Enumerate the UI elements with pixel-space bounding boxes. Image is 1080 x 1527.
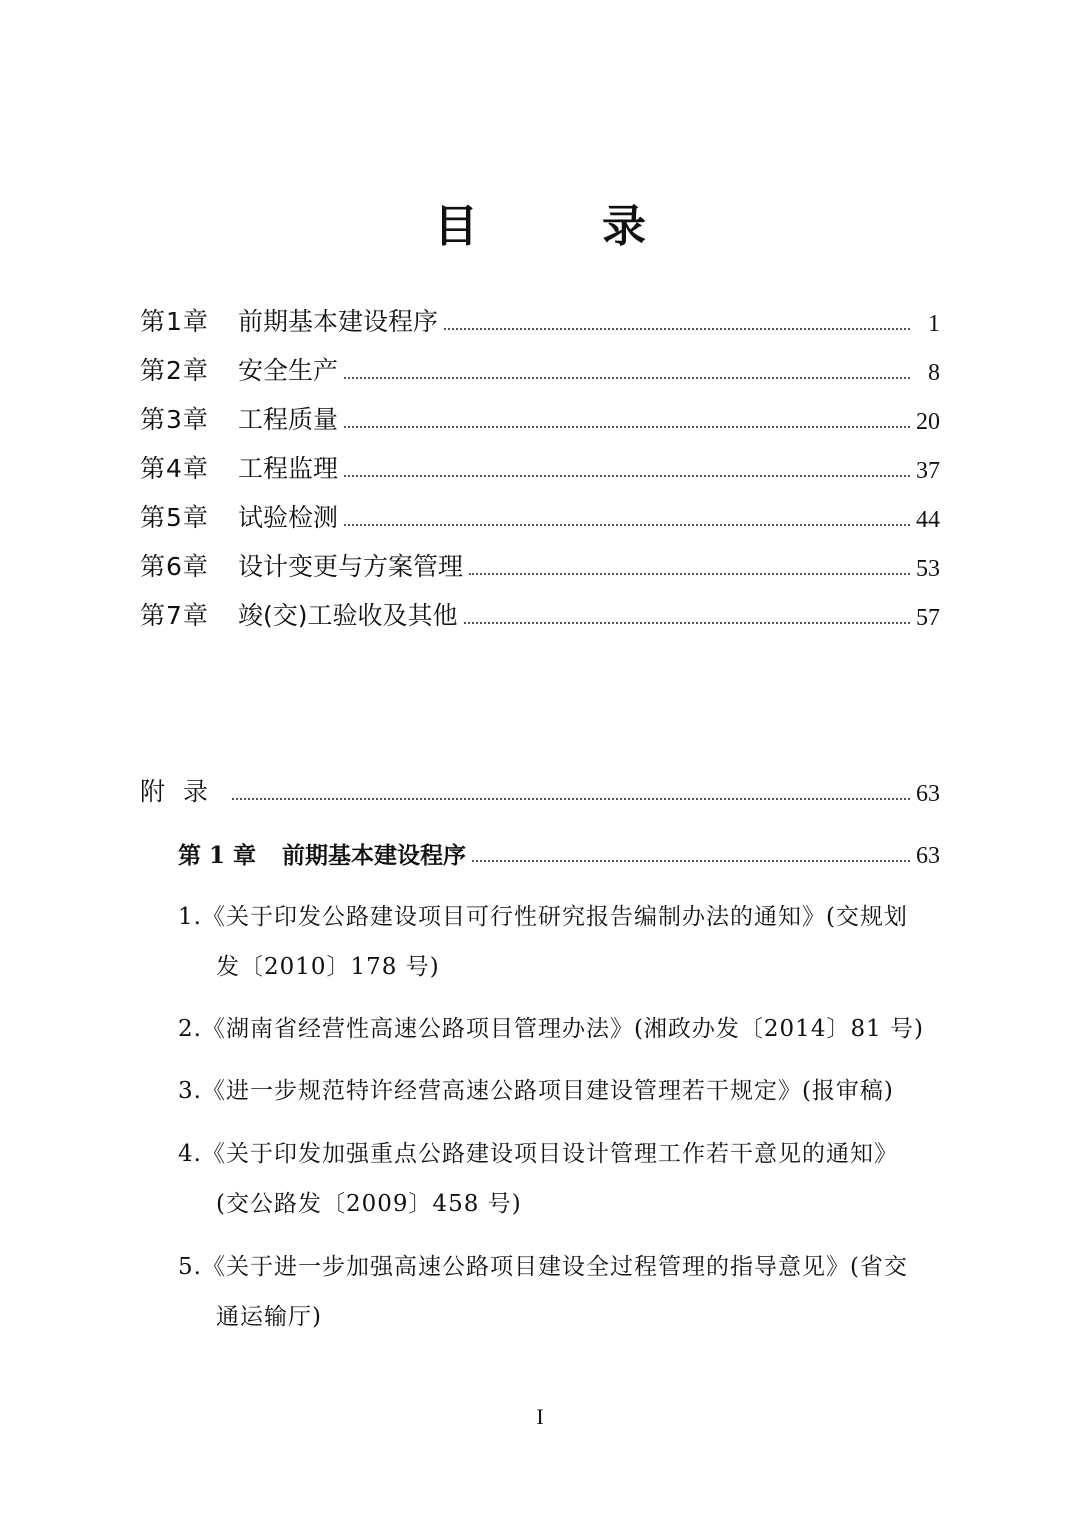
toc-appendix-entry[interactable]	[140, 772, 940, 808]
toc-page-number: 44	[916, 507, 940, 533]
appendix-item-line2: (交公路发〔2009〕458 号)	[216, 1191, 522, 1217]
toc-chapter-number: 第2章	[140, 356, 209, 385]
toc-chapter-number: 第5章	[140, 503, 209, 532]
toc-chapter-title: 安全生产	[238, 356, 339, 385]
dot-leader	[464, 622, 910, 624]
toc-entry-1[interactable]	[140, 302, 940, 338]
toc-chapter-title: 工程质量	[238, 405, 339, 434]
dot-leader	[472, 860, 910, 862]
page-title: 目 录	[434, 201, 686, 252]
toc-entry-4[interactable]	[140, 449, 940, 485]
toc-chapter-number: 第7章	[140, 601, 209, 630]
dot-leader	[444, 328, 910, 330]
toc-chapter-number: 第4章	[140, 454, 209, 483]
appendix-page-number: 63	[916, 781, 940, 807]
appendix-item-4	[178, 1129, 948, 1229]
appendix-label: 附录	[140, 777, 227, 806]
toc-chapter-title: 工程监理	[238, 454, 339, 483]
dot-leader	[344, 426, 910, 428]
appendix-item-line1: 5.《关于进一步加强高速公路项目建设全过程管理的指导意见》(省交	[178, 1254, 908, 1280]
appendix-item-line2: 发〔2010〕178 号)	[216, 954, 440, 980]
appendix-chapter-title: 前期基本建设程序	[282, 842, 466, 869]
toc-chapter-title: 设计变更与方案管理	[238, 552, 464, 581]
appendix-chapter-number: 第 1 章	[178, 842, 257, 869]
appendix-item-line2: 通运输厅)	[216, 1304, 322, 1330]
appendix-item-2	[178, 1004, 948, 1054]
toc-chapter-number: 第1章	[140, 307, 209, 336]
appendix-item-line1: 4.《关于印发加强重点公路建设项目设计管理工作若干意见的通知》	[178, 1141, 898, 1167]
toc-entry-6[interactable]	[140, 547, 940, 583]
appendix-item-5	[178, 1242, 948, 1342]
page-number-footer: I	[536, 1404, 544, 1429]
toc-page-number: 53	[916, 556, 940, 582]
toc-page-number: 8	[928, 360, 940, 386]
dot-leader	[344, 475, 910, 477]
toc-chapter-title: 试验检测	[238, 503, 339, 532]
toc-chapter-number: 第6章	[140, 552, 209, 581]
dot-leader	[344, 377, 910, 379]
toc-chapter-title: 前期基本建设程序	[238, 307, 439, 336]
toc-page-number: 1	[928, 311, 940, 337]
toc-chapter-title: 竣(交)工验收及其他	[238, 601, 458, 630]
toc-page-number: 20	[916, 409, 940, 435]
toc-chapter-number: 第3章	[140, 405, 209, 434]
appendix-item-line1: 2.《湖南省经营性高速公路项目管理办法》(湘政办发〔2014〕81 号)	[178, 1016, 925, 1042]
toc-entry-5[interactable]	[140, 498, 940, 534]
toc-entry-3[interactable]	[140, 400, 940, 436]
appendix-chapter-entry[interactable]	[178, 834, 940, 870]
dot-leader	[232, 798, 910, 800]
appendix-item-line1: 3.《进一步规范特许经营高速公路项目建设管理若干规定》(报审稿)	[178, 1078, 894, 1104]
toc-entry-7[interactable]	[140, 596, 940, 632]
dot-leader	[469, 573, 910, 575]
appendix-item-3	[178, 1066, 948, 1116]
appendix-item-line1: 1.《关于印发公路建设项目可行性研究报告编制办法的通知》(交规划	[178, 904, 908, 930]
toc-entry-2[interactable]	[140, 351, 940, 387]
appendix-item-1	[178, 892, 948, 992]
dot-leader	[344, 524, 910, 526]
toc-page-number: 57	[916, 605, 940, 631]
toc-page-number: 37	[916, 458, 940, 484]
appendix-chapter-page: 63	[916, 843, 940, 869]
